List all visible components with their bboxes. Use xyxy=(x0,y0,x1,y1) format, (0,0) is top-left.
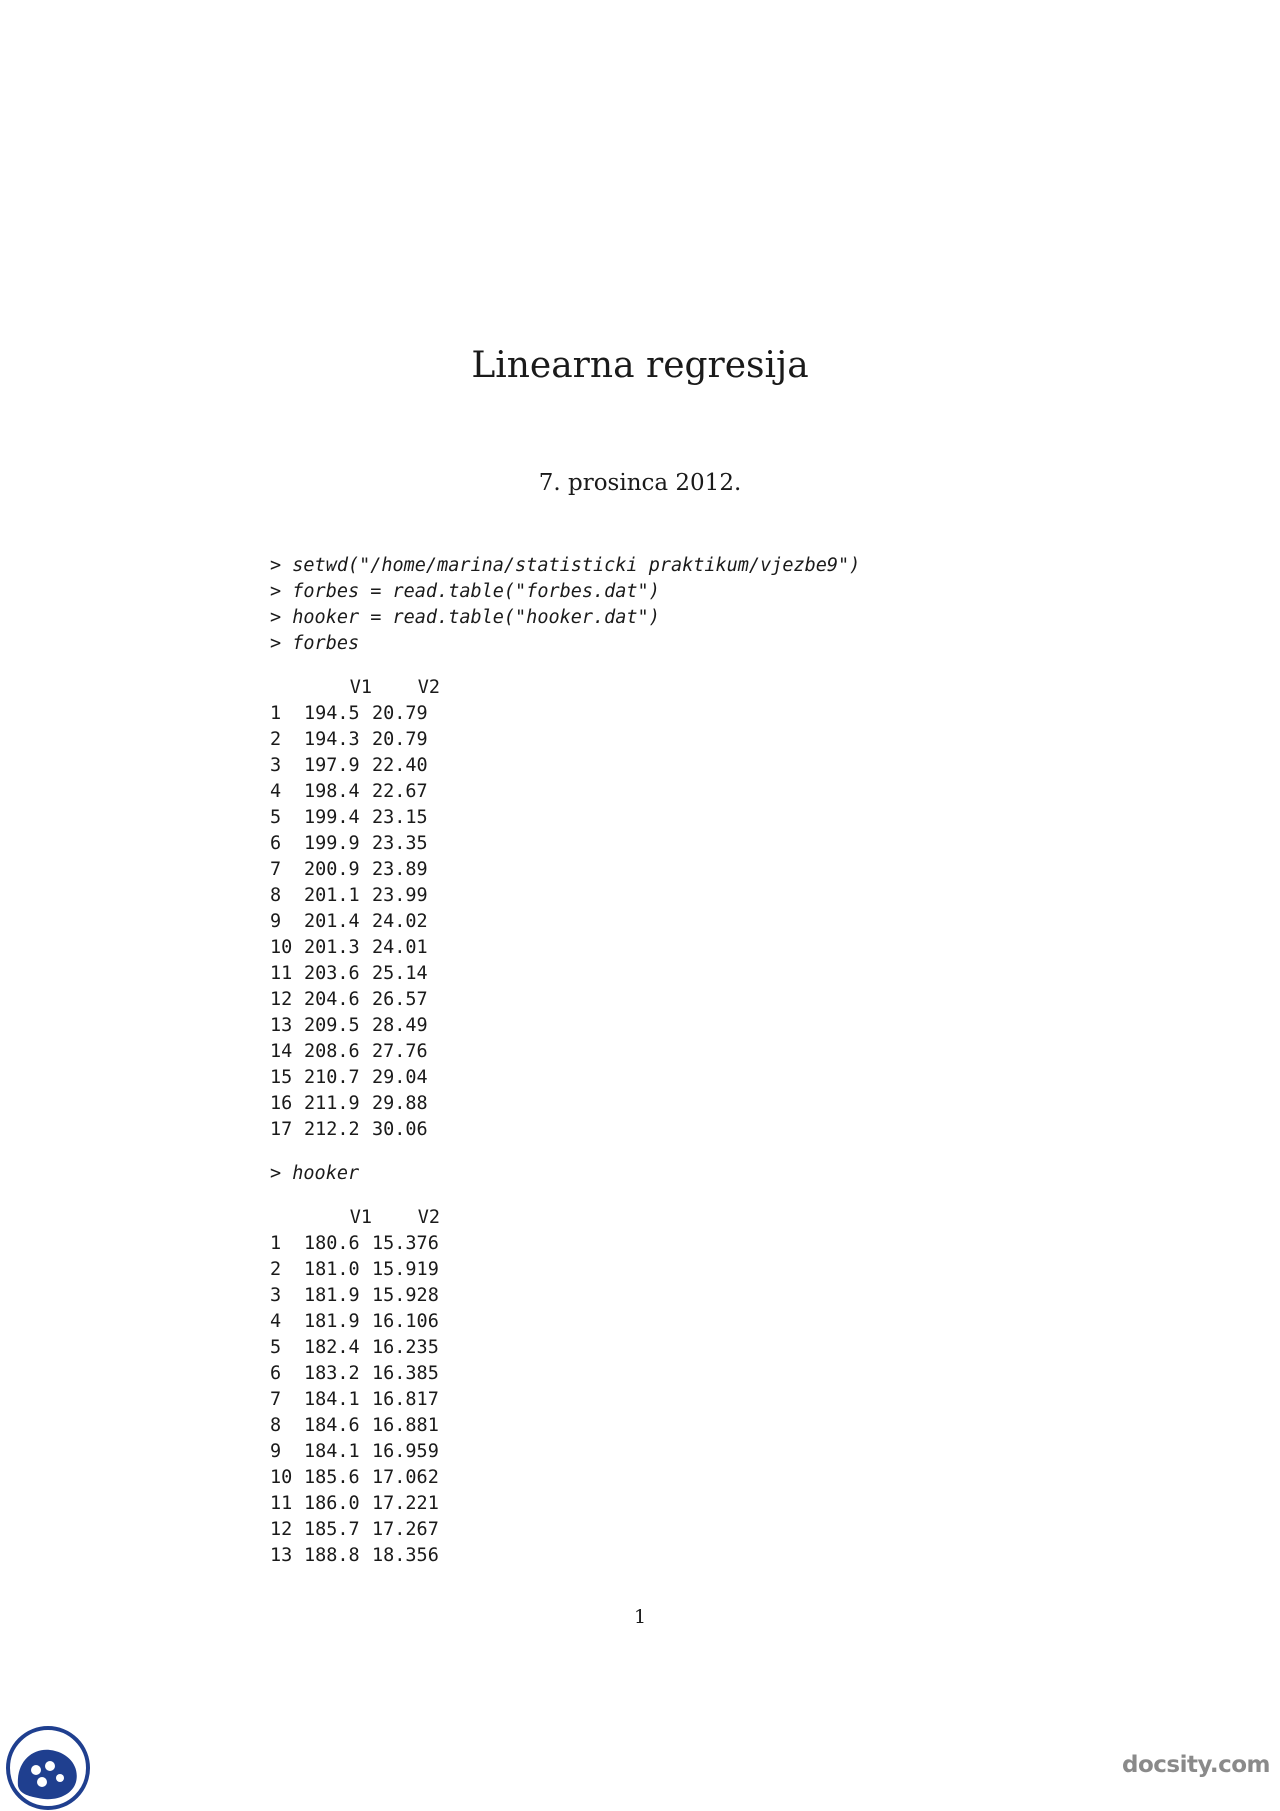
table-cell: 16.881 xyxy=(372,1415,439,1436)
command-line xyxy=(270,1161,970,1187)
row-index-header xyxy=(270,1205,304,1231)
table-row xyxy=(270,1039,970,1065)
row-index: 13 xyxy=(270,1015,293,1036)
table-row xyxy=(270,1117,970,1143)
docsity-logo-icon[interactable] xyxy=(2,1726,94,1810)
table-row xyxy=(270,1413,970,1439)
row-index: 5 xyxy=(270,1337,282,1358)
row-index: 13 xyxy=(270,1545,293,1566)
spacer xyxy=(270,1143,970,1161)
row-index: 9 xyxy=(270,1441,282,1462)
table-cell: 23.15 xyxy=(372,807,428,828)
table-row xyxy=(270,727,970,753)
hooker-table xyxy=(270,1205,970,1569)
row-index: 15 xyxy=(270,1067,293,1088)
column-header: V2 xyxy=(417,677,440,698)
table-cell: 201.1 xyxy=(304,885,360,906)
table-cell: 30.06 xyxy=(372,1119,428,1140)
table-row xyxy=(270,883,970,909)
table-row xyxy=(270,1517,970,1543)
command-text: forbes xyxy=(292,633,360,654)
command-line xyxy=(270,579,970,605)
table-cell: 181.9 xyxy=(304,1311,360,1332)
table-cell: 26.57 xyxy=(372,989,428,1010)
command-text: setwd("/home/marina/statisticki praktikum/vjezbe9") xyxy=(292,555,861,576)
table-cell: 185.7 xyxy=(304,1519,360,1540)
row-index: 4 xyxy=(270,781,282,802)
table-cell: 16.817 xyxy=(372,1389,439,1410)
table-cell: 17.221 xyxy=(372,1493,439,1514)
prompt: > xyxy=(270,1163,282,1184)
row-index: 6 xyxy=(270,833,282,854)
row-index: 1 xyxy=(270,703,282,724)
table-cell: 16.959 xyxy=(372,1441,439,1462)
table-cell: 20.79 xyxy=(372,729,428,750)
column-header: V2 xyxy=(417,1207,440,1228)
table-header xyxy=(270,675,970,701)
table-row xyxy=(270,935,970,961)
document-title: Linearna regresija xyxy=(471,345,809,386)
prompt: > xyxy=(270,607,282,628)
row-index-header xyxy=(270,675,304,701)
table-cell: 184.1 xyxy=(304,1389,360,1410)
table-row xyxy=(270,753,970,779)
row-index: 1 xyxy=(270,1233,282,1254)
forbes-table xyxy=(270,675,970,1143)
table-cell: 17.267 xyxy=(372,1519,439,1540)
table-row xyxy=(270,1491,970,1517)
table-row xyxy=(270,805,970,831)
table-row xyxy=(270,1065,970,1091)
row-index: 7 xyxy=(270,1389,282,1410)
table-cell: 23.35 xyxy=(372,833,428,854)
row-index: 5 xyxy=(270,807,282,828)
prompt: > xyxy=(270,555,282,576)
table-cell: 22.67 xyxy=(372,781,428,802)
table-cell: 29.04 xyxy=(372,1067,428,1088)
prompt: > xyxy=(270,633,282,654)
row-index: 3 xyxy=(270,755,282,776)
table-cell: 23.99 xyxy=(372,885,428,906)
docsity-brand-link[interactable]: docsity.com xyxy=(1122,1752,1270,1778)
table-cell: 17.062 xyxy=(372,1467,439,1488)
command-text: hooker = read.table("hooker.dat") xyxy=(292,607,660,628)
table-cell: 199.4 xyxy=(304,807,360,828)
table-cell: 18.356 xyxy=(372,1545,439,1566)
table-row xyxy=(270,1387,970,1413)
table-cell: 23.89 xyxy=(372,859,428,880)
table-cell: 25.14 xyxy=(372,963,428,984)
table-cell: 188.8 xyxy=(304,1545,360,1566)
document-date: 7. prosinca 2012. xyxy=(538,470,742,496)
row-index: 14 xyxy=(270,1041,293,1062)
table-cell: 180.6 xyxy=(304,1233,360,1254)
table-cell: 201.4 xyxy=(304,911,360,932)
command-line xyxy=(270,605,970,631)
command-text: forbes = read.table("forbes.dat") xyxy=(292,581,660,602)
table-cell: 16.385 xyxy=(372,1363,439,1384)
row-index: 12 xyxy=(270,989,293,1010)
table-cell: 200.9 xyxy=(304,859,360,880)
table-row xyxy=(270,909,970,935)
row-index: 8 xyxy=(270,885,282,906)
row-index: 4 xyxy=(270,1311,282,1332)
table-row xyxy=(270,1335,970,1361)
table-cell: 201.3 xyxy=(304,937,360,958)
row-index: 7 xyxy=(270,859,282,880)
table-row xyxy=(270,1361,970,1387)
table-cell: 181.9 xyxy=(304,1285,360,1306)
table-cell: 212.2 xyxy=(304,1119,360,1140)
table-cell: 203.6 xyxy=(304,963,360,984)
command-line xyxy=(270,553,970,579)
table-cell: 198.4 xyxy=(304,781,360,802)
table-row xyxy=(270,831,970,857)
table-row xyxy=(270,987,970,1013)
table-row xyxy=(270,701,970,727)
table-cell: 16.235 xyxy=(372,1337,439,1358)
command-text: hooker xyxy=(292,1163,360,1184)
spacer xyxy=(270,657,970,675)
table-row xyxy=(270,1283,970,1309)
prompt: > xyxy=(270,581,282,602)
table-cell: 211.9 xyxy=(304,1093,360,1114)
row-index: 10 xyxy=(270,1467,293,1488)
table-row xyxy=(270,1231,970,1257)
table-row xyxy=(270,1257,970,1283)
table-cell: 183.2 xyxy=(304,1363,360,1384)
r-session xyxy=(270,553,970,1569)
row-index: 6 xyxy=(270,1363,282,1384)
table-cell: 15.928 xyxy=(372,1285,439,1306)
command-line xyxy=(270,631,970,657)
spacer xyxy=(270,1187,970,1205)
row-index: 2 xyxy=(270,729,282,750)
table-row xyxy=(270,1439,970,1465)
table-cell: 24.01 xyxy=(372,937,428,958)
table-cell: 20.79 xyxy=(372,703,428,724)
row-index: 17 xyxy=(270,1119,293,1140)
table-row xyxy=(270,1309,970,1335)
table-header xyxy=(270,1205,970,1231)
table-cell: 194.3 xyxy=(304,729,360,750)
table-cell: 29.88 xyxy=(372,1093,428,1114)
table-row xyxy=(270,1013,970,1039)
row-index: 16 xyxy=(270,1093,293,1114)
table-cell: 197.9 xyxy=(304,755,360,776)
row-index: 2 xyxy=(270,1259,282,1280)
table-cell: 186.0 xyxy=(304,1493,360,1514)
table-row xyxy=(270,857,970,883)
row-index: 12 xyxy=(270,1519,293,1540)
table-cell: 182.4 xyxy=(304,1337,360,1358)
row-index: 11 xyxy=(270,963,293,984)
table-cell: 22.40 xyxy=(372,755,428,776)
table-cell: 27.76 xyxy=(372,1041,428,1062)
table-row xyxy=(270,1465,970,1491)
table-cell: 204.6 xyxy=(304,989,360,1010)
table-row xyxy=(270,779,970,805)
table-cell: 209.5 xyxy=(304,1015,360,1036)
table-cell: 15.919 xyxy=(372,1259,439,1280)
row-index: 11 xyxy=(270,1493,293,1514)
table-cell: 184.6 xyxy=(304,1415,360,1436)
table-row xyxy=(270,1543,970,1569)
table-row xyxy=(270,1091,970,1117)
column-header: V1 xyxy=(349,1207,372,1228)
table-cell: 210.7 xyxy=(304,1067,360,1088)
row-index: 9 xyxy=(270,911,282,932)
table-cell: 199.9 xyxy=(304,833,360,854)
table-cell: 16.106 xyxy=(372,1311,439,1332)
table-cell: 24.02 xyxy=(372,911,428,932)
page-number: 1 xyxy=(633,1606,647,1628)
row-index: 3 xyxy=(270,1285,282,1306)
table-cell: 181.0 xyxy=(304,1259,360,1280)
table-row xyxy=(270,961,970,987)
table-cell: 194.5 xyxy=(304,703,360,724)
table-cell: 28.49 xyxy=(372,1015,428,1036)
table-cell: 185.6 xyxy=(304,1467,360,1488)
row-index: 8 xyxy=(270,1415,282,1436)
table-cell: 15.376 xyxy=(372,1233,439,1254)
table-cell: 208.6 xyxy=(304,1041,360,1062)
column-header: V1 xyxy=(349,677,372,698)
table-cell: 184.1 xyxy=(304,1441,360,1462)
row-index: 10 xyxy=(270,937,293,958)
